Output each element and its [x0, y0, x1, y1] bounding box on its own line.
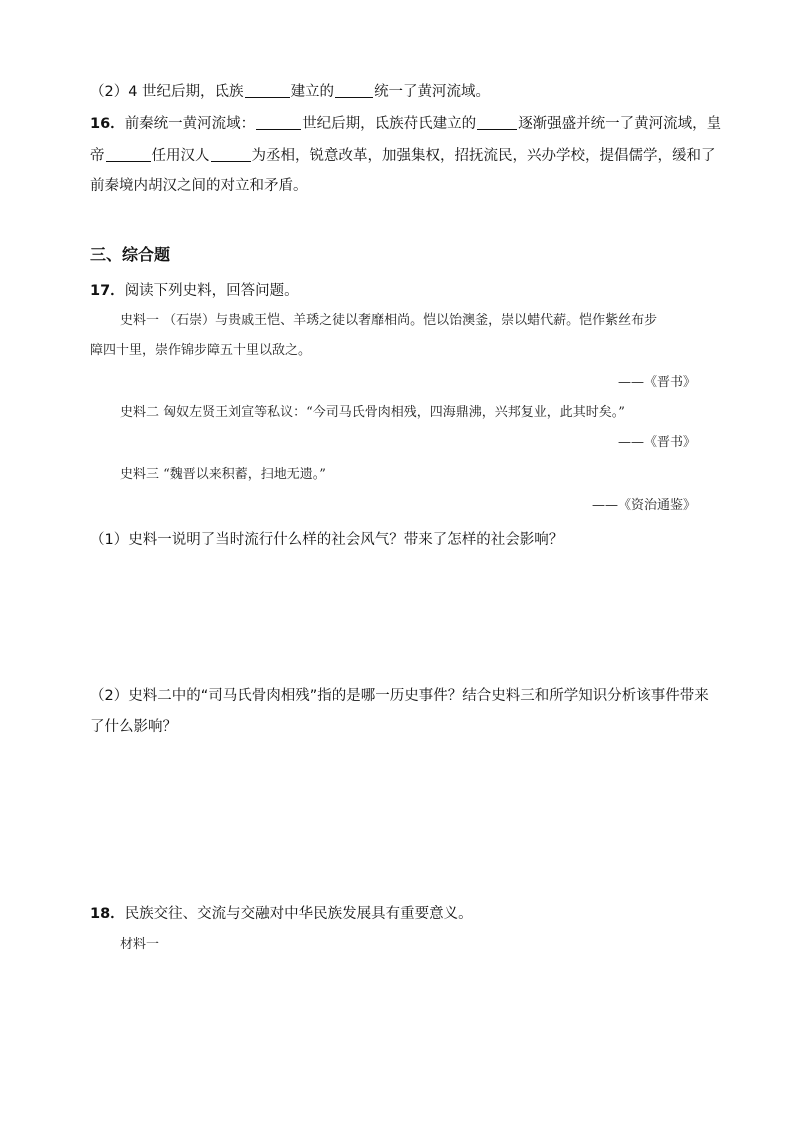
- q18-stem: 民族交往、交流与交融对中华民族发展具有重要意义。: [124, 906, 473, 922]
- question-number: 16．: [90, 116, 125, 132]
- answer-blank[interactable]: [106, 147, 151, 162]
- q17-sub2-line2: 了什么影响？: [90, 719, 177, 735]
- q15-sub2-suffix: 统一了黄河流域。: [374, 84, 491, 100]
- q15-sub2-mid: 建立的: [290, 84, 335, 100]
- q16-part1: 前秦统一黄河流域：: [124, 116, 256, 132]
- q18-stem-line: [90, 904, 473, 924]
- q16-line2-part1: 帝: [90, 148, 105, 164]
- source2-text: 史料二 匈奴左贤王刘宣等私议：“今司马氏骨肉相残，四海鼎沸，兴邦复业，此其时矣。”: [120, 405, 625, 420]
- q15-sub2: [90, 82, 490, 102]
- answer-blank[interactable]: [245, 83, 290, 98]
- q16-line1: [90, 114, 721, 134]
- q16-part3: 逐渐强盛并统一了黄河流域，皇: [518, 116, 722, 132]
- q16-line3: 前秦境内胡汉之间的对立和矛盾。: [90, 178, 308, 194]
- material1-label: 材料一: [120, 937, 160, 952]
- q15-sub2-prefix: （2）4 世纪后期，氐族: [90, 84, 244, 100]
- question-number: 18．: [90, 906, 125, 922]
- source1-citation: ——《晋书》: [617, 375, 696, 390]
- q17-stem-line: [90, 281, 299, 301]
- q16-line2: [90, 146, 716, 166]
- source3-citation: ——《资治通鉴》: [591, 498, 696, 513]
- q16-line2-part3: 为丞相，锐意改革，加强集权，招抚流民，兴办学校，提倡儒学，缓和了: [251, 148, 716, 164]
- q16-part2: 世纪后期，氐族苻氏建立的: [302, 116, 477, 132]
- question-number: 17．: [90, 283, 125, 299]
- q17-sub2-line1: （2）史料二中的“司马氏骨肉相残”指的是哪一历史事件？结合史料三和所学知识分析该事件带来: [90, 688, 709, 704]
- q17-stem: 阅读下列史料，回答问题。: [124, 283, 299, 299]
- answer-blank[interactable]: [335, 83, 373, 98]
- source1-line1: 史料一 （石崇）与贵戚王恺、羊琇之徒以奢靡相尚。恺以饴澳釜，崇以蜡代薪。恺作紫丝布步: [120, 313, 658, 328]
- answer-blank[interactable]: [256, 115, 301, 130]
- q16-line2-part2: 任用汉人: [151, 148, 210, 164]
- answer-blank[interactable]: [211, 147, 251, 162]
- source2-citation: ——《晋书》: [617, 435, 696, 450]
- source1-line2: 障四十里，崇作锦步障五十里以敌之。: [90, 343, 312, 358]
- section-title: 三、综合题: [90, 245, 171, 264]
- source3-text: 史料三 “魏晋以来积蓄，扫地无遗。”: [120, 467, 326, 482]
- q17-sub1: （1）史料一说明了当时流行什么样的社会风气？带来了怎样的社会影响？: [90, 532, 564, 548]
- answer-blank[interactable]: [477, 115, 517, 130]
